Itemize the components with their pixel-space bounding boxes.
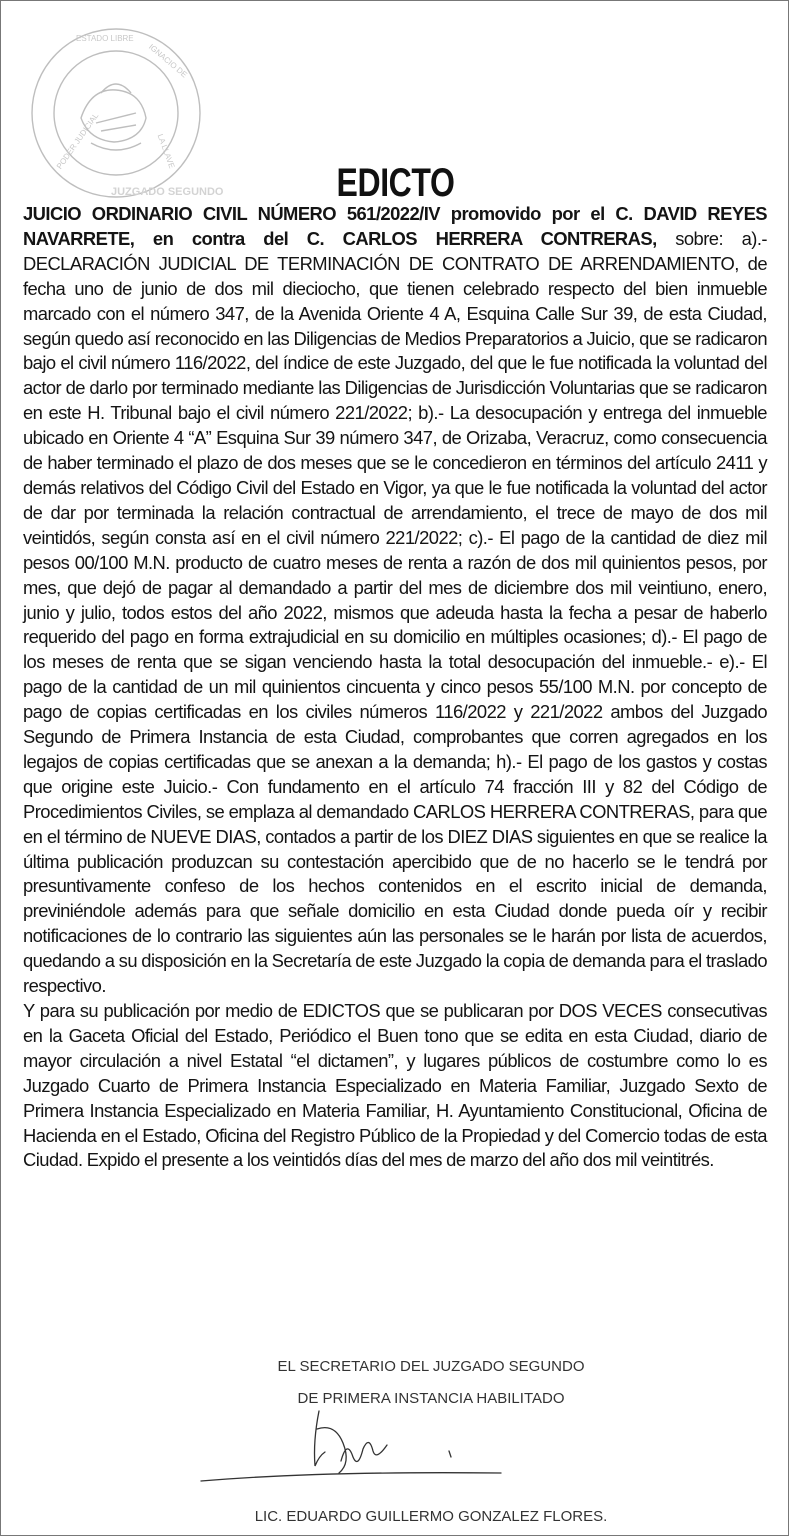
svg-text:IGNACIO DE: IGNACIO DE	[146, 42, 189, 80]
signer-title-line2: DE PRIMERA INSTANCIA HABILITADO	[297, 1390, 565, 1407]
svg-text:PODER JUDICIAL: PODER JUDICIAL	[54, 111, 101, 171]
signer-title-line1: EL SECRETARIO DEL JUZGADO SEGUNDO	[277, 1358, 585, 1375]
signer-name: LIC. EDUARDO GUILLERMO GONZALEZ FLORES.	[254, 1508, 608, 1525]
closing-paragraph: Y para su publicación por medio de EDICTOS que se publicaran por DOS VECES consecutivas en la Gaceta Oficial del Estado, Periódico el Buen tono que se edita en esta Ciudad, diario de mayor circulación a nivel Estatal “el dictamen”, y lugares públicos de costumbre como lo es Juzgado Cuarto de Primera Instancia Especializado en Materia Familiar, Juzgado Sexto de Primera Instancia Especializado en Materia Familiar, H. Ayuntamiento Constitucional, Oficina de Hacienda en el Estado, Oficina del Registro Público de la Propiedad y del Comercio todas de esta Ciudad. Expido el presente a los veintidós días del mes de marzo del año dos mil veintitrés.	[23, 1000, 767, 1171]
svg-text:ESTADO LIBRE: ESTADO LIBRE	[76, 34, 134, 43]
svg-text:LA LLAVE: LA LLAVE	[155, 132, 177, 170]
lead-paragraph	[23, 202, 767, 999]
edict-body	[23, 202, 767, 1173]
svg-text:JUZGADO SEGUNDO: JUZGADO SEGUNDO	[111, 186, 224, 198]
case-heading: JUICIO ORDINARIO CIVIL NÚMERO 561/2022/IV promovido por el C. DAVID REYES NAVARRETE, en contra del C. CARLOS HERRERA CONTRERAS,	[23, 203, 767, 249]
lead-text: sobre: a).- DECLARACIÓN JUDICIAL DE TERMINACIÓN DE CONTRATO DE ARRENDAMIENTO, de fecha uno de junio de dos mil dieciocho, que tienen celebrado respecto del bien inmueble marcado con el número 347, de la Avenida Oriente 4 A, Esquina Calle Sur 39, de esta Ciudad, según quedo así reconocido en las Diligencias de Medios Preparatorios a Juicio, que se radicaron bajo el civil número 116/2022, del índice de este Juzgado, del que le fue notificada la voluntad del actor de darlo por terminado mediante las Diligencias de Jurisdicción Voluntarias que se radicaron en este H. Tribunal bajo el civil número 221/2022; b).- La desocupación y entrega del inmueble ubicado en Oriente 4 “A” Esquina Sur 39 número 347, de Orizaba, Veracruz, como consecuencia de haber terminado el plazo de dos meses que se le concedieron en términos del artículo 2411 y demás relativos del Código Civil del Estado en Vigor, ya que le fue notificada la voluntad del actor de dar por terminada la relación contractual de arrendamiento, el trece de mayo de dos mil veintidós, según consta así en el civil número 221/2022; c).- El pago de la cantidad de diez mil pesos 00/100 M.N. producto de cuatro meses de renta a razón de dos mil quinientos pesos, por mes, que dejó de pagar al demandado a partir del mes de diciembre dos mil veintiuno, enero, junio y julio, todos estos del año 2022, mismos que adeuda hasta la fecha a pesar de haberlo requerido del pago en forma extrajudicial en su domicilio en múltiples ocasiones; d).- El pago de los meses de renta que se sigan venciendo hasta la total desocupación del inmueble.- e).- El pago de la cantidad de un mil quinientos cincuenta y cinco pesos 55/100 M.N. por concepto de pago de copias certificadas en los civiles números 116/2022 y 221/2022 ambos del Juzgado Segundo de Primera Instancia de esta Ciudad, comprobantes que corren agregados en los legajos de copias certificadas que se anexan a la demanda; h).- El pago de los gastos y costas que origine este Juicio.- Con fundamento en el artículo 74 fracción III y 82 del Código de Procedimientos Civiles, se emplaza al demandado CARLOS HERRERA CONTRERAS, para que en el término de NUEVE DIAS, contados a partir de los DIEZ DIAS siguientes en que se realice la última publicación produzcan su contestación apercibido que de no hacerlo se le tendrá por presuntivamente confeso de los hechos contenidos en el escrito inicial de demanda, previniéndole además para que señale domicilio en esta Ciudad donde pueda oír y recibir notificaciones de lo contrario las siguientes aún las personales se le harán por lista de acuerdos, quedando a su disposición en la Secretaría de este Juzgado la copia de demanda para el traslado respectivo.	[23, 227, 768, 997]
handwritten-signature	[191, 1401, 511, 1501]
document-title: EDICTO	[336, 161, 455, 205]
